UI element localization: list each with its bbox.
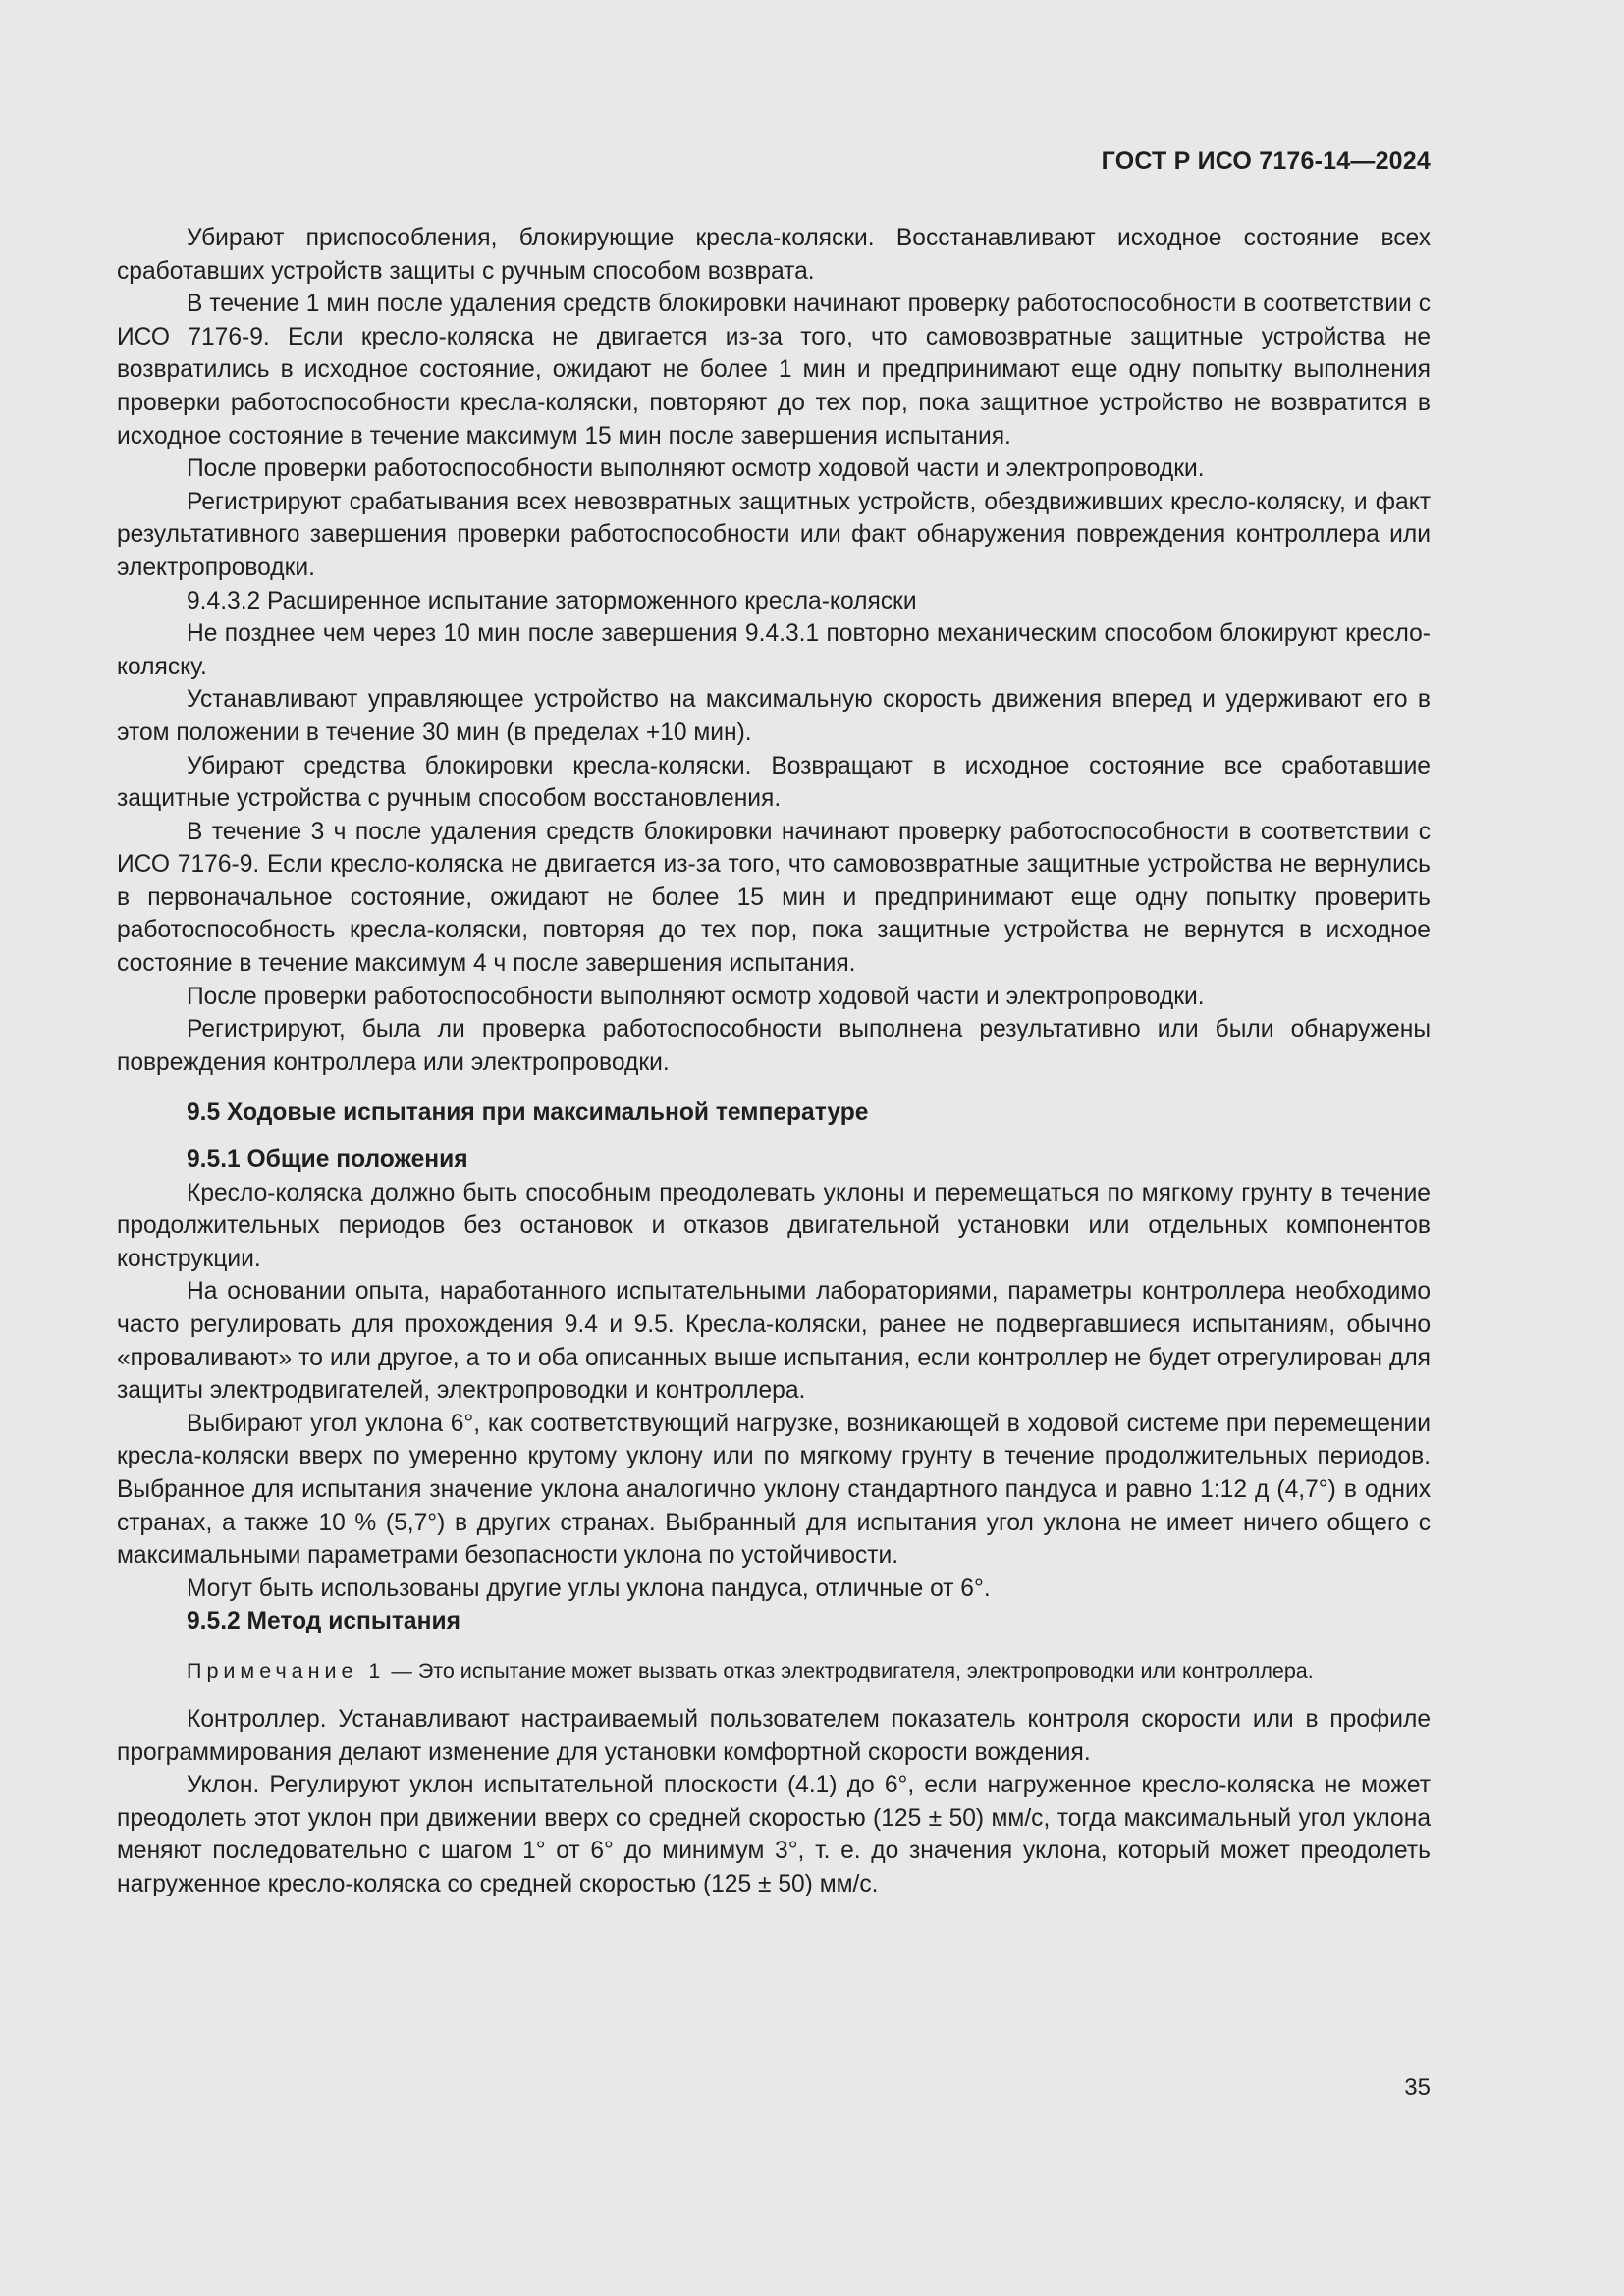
note-text: — Это испытание может вызвать отказ электродвигателя, электропроводки или контроллера. (385, 1658, 1314, 1682)
document-body (117, 222, 1431, 1901)
document-header: ГОСТ Р ИСО 7176-14—2024 (1101, 147, 1431, 175)
paragraph: Уклон. Регулируют уклон испытательной плоскости (4.1) до 6°, если нагруженное кресло-коляска не может преодолеть этот уклон при движении вверх со средней скоростью (125 ± 50) мм/с, тогда максимальный угол уклона меняют последовательно с шагом 1° от 6° до минимум 3°, т. е. до значения уклона, который может преодолеть нагруженное кресло-коляска со средней скоростью (125 ± 50) мм/с. (117, 1772, 1431, 1897)
paragraph: На основании опыта, наработанного испытательными лабораториями, параметры контроллера необходимо часто регулировать для прохождения 9.4 и 9.5. Кресла-коляски, ранее не подвергавшиеся испытаниям, обычно «проваливают» то или другое, а то и оба описанных выше испытания, если контроллер не будет отрегулирован для защиты электродвигателей, электропроводки и контроллера. (117, 1278, 1431, 1405)
paragraph: После проверки работоспособности выполняют осмотр ходовой части и электропроводки. (187, 455, 1205, 483)
paragraph: В течение 3 ч после удаления средств блокировки начинают проверку работоспособности в соответствии с ИСО 7176-9. Если кресло-коляска не двигается из-за того, что самовозвратные защитные устройства не вернулись в первоначальное состояние, ожидают не более 15 мин и предпринимают еще одну попытку проверить работоспособность кресла-коляски, повторяя до тех пор, пока защитные устройства не вернутся в исходное состояние в течение максимум 4 ч после завершения испытания. (117, 818, 1431, 978)
paragraph: Кресло-коляска должно быть способным преодолевать уклоны и перемещаться по мягкому грунту в течение продолжительных периодов без остановок и отказов двигательной установки или отдельных компонентов конструкции. (117, 1179, 1431, 1272)
paragraph: Регистрируют, была ли проверка работоспособности выполнена результативно или были обнаружены повреждения контроллера или электропроводки. (117, 1016, 1431, 1076)
paragraph: Убирают средства блокировки кресла-коляски. Возвращают в исходное состояние все сработавшие защитные устройства с ручным способом восстановления. (117, 752, 1431, 813)
paragraph: Выбирают угол уклона 6°, как соответствующий нагрузке, возникающей в ходовой системе при перемещении кресла-коляски вверх по умеренно крутому уклону или по мягкому грунту в течение продолжительных периодов. Выбранное для испытания значение уклона аналогично уклону стандартного пандуса и равно 1:12 д (4,7°) в одних странах, а также 10 % (5,7°) в других странах. Выбранный для испытания угол уклона не имеет ничего общего с максимальными параметрами безопасности уклона по устойчивости. (117, 1410, 1431, 1570)
page-number: 35 (1404, 2074, 1431, 2101)
paragraph: Устанавливают управляющее устройство на максимальную скорость движения вперед и удерживают его в этом положении в течение 30 мин (в пределах +10 мин). (117, 686, 1431, 746)
section-heading-9-5-2: 9.5.2 Метод испытания (187, 1608, 460, 1635)
paragraph: После проверки работоспособности выполняют осмотр ходовой части и электропроводки. (187, 983, 1205, 1010)
section-heading-9-5-1: 9.5.1 Общие положения (187, 1147, 468, 1174)
paragraph: Регистрируют срабатывания всех невозвратных защитных устройств, обездвиживших кресло-коляску, и факт результативного завершения проверки работоспособности или факт обнаружения повреждения контроллера или электропроводки. (117, 488, 1431, 581)
note-label: Примечание 1 (187, 1658, 386, 1682)
section-heading-9-5: 9.5 Ходовые испытания при максимальной температуре (187, 1099, 869, 1127)
paragraph: Могут быть использованы другие углы уклона пандуса, отличные от 6°. (187, 1575, 991, 1602)
paragraph: В течение 1 мин после удаления средств блокировки начинают проверку работоспособности в соответствии с ИСО 7176-9. Если кресло-коляска не двигается из-за того, что самовозвратные защитные устройства не возвратились в исходное состояние, ожидают не более 1 мин и предпринимают еще одну попытку выполнения проверки работоспособности кресла-коляски, повторяют до тех пор, пока защитное устройство не возвратится в исходное состояние в течение максимум 15 мин после завершения испытания. (117, 291, 1431, 450)
subsection-title-9-4-3-2: 9.4.3.2 Расширенное испытание заторможенного кресла-коляски (187, 587, 917, 614)
paragraph: Убирают приспособления, блокирующие кресла-коляски. Восстанавливают исходное состояние всех сработавших устройств защиты с ручным способом возврата. (117, 225, 1431, 285)
paragraph: Контроллер. Устанавливают настраиваемый пользователем показатель контроля скорости или в профиле программирования делают изменение для установки комфортной скорости вождения. (117, 1705, 1431, 1766)
paragraph: Не позднее чем через 10 мин после завершения 9.4.3.1 повторно механическим способом блокируют кресло-коляску. (117, 620, 1431, 680)
note (117, 1656, 1431, 1685)
